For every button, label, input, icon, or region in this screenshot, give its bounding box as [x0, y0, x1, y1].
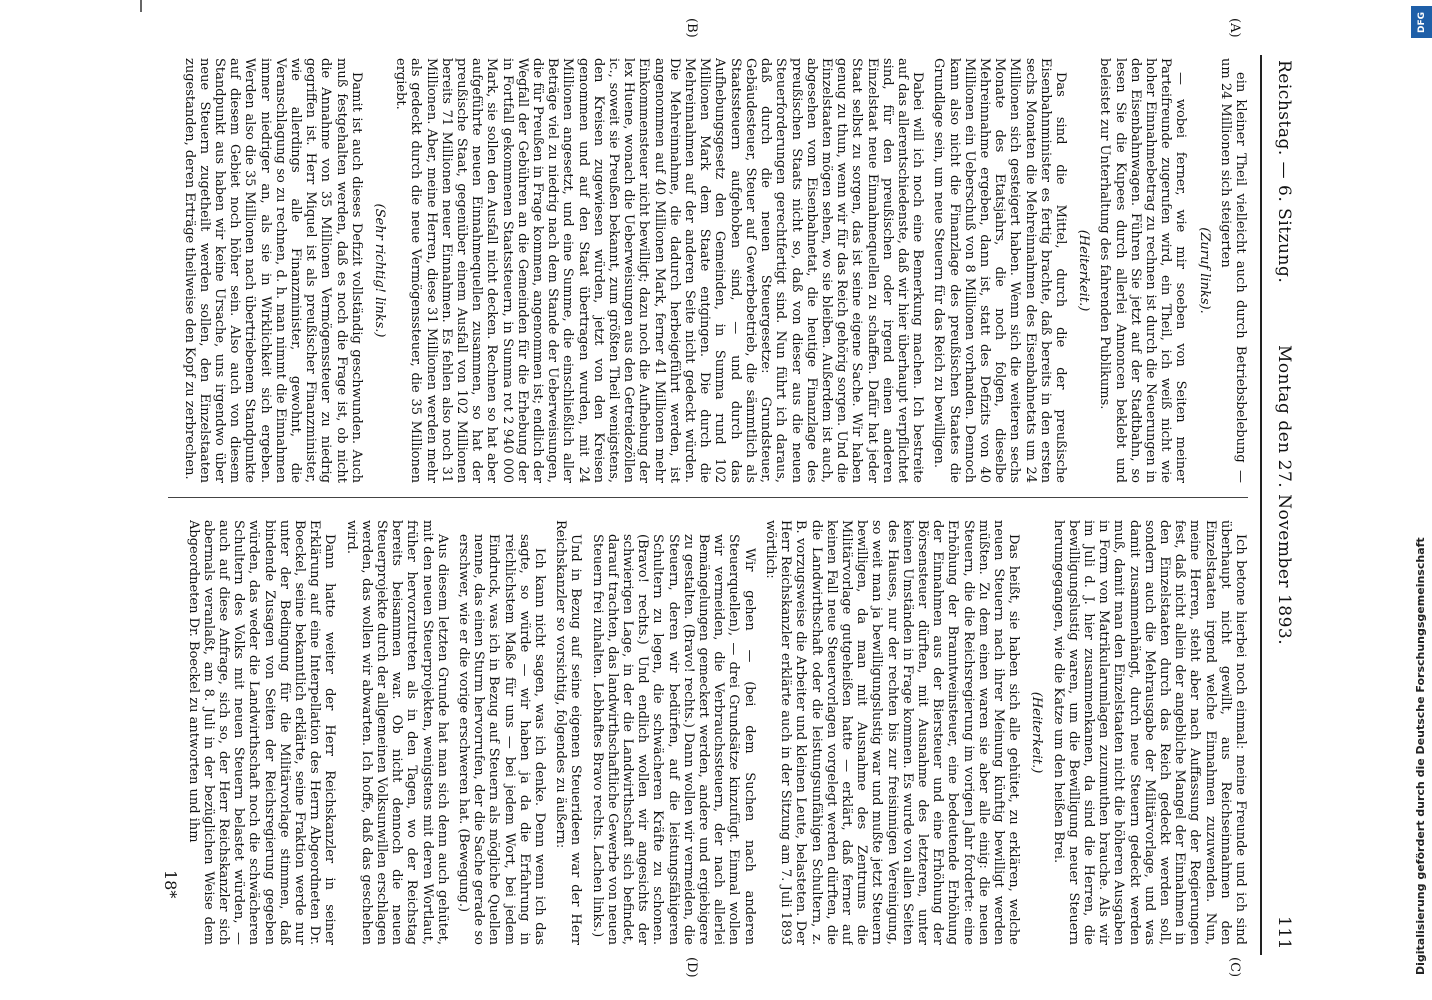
quotation: Wir gehen — (bei dem Suchen nach anderen Steuerquellen), — drei Grundsätze kinzufügt. Einmal wollen wir vermeiden, die Verbrauchssteuern, der nach allerlei Bemängelungen gemeckert werden, andere und ergiebigere zu gestalten. (Bravo! rechts.) Dann wollen wir vermeiden, die Steuern, deren wir bedürfen, auf die leistungsfähigeren Schultern zu legen, die schwächeren Kräfte zu schonen. (Bravo! rechts.) Und endlich wollen wir angesichts der schwierigen Lage, in der die Landwirthschaft sich befindet, darauf trachten, das landwirthschaftliche Gewerbe von neuen Steuern frei zuhalten. Lebhaftes Bravo rechts. Lachen links.) [589, 534, 757, 945]
paragraph: Das heißt, sie haben sich alle gehütet, zu erklären, welche neuen Steuern nach ihrer Meinung künftig bewilligt werden müßten. Zu dem einen waren sie aber alle einig: die neuen Steuern, die die Reichsregierung im vorigen Jahr forderte: eine Erhöhung der Branntweinsteuer, eine bedeutende Erhöhung der Einnahmen aus der Biersteuer und eine Erhöhung der Börsensteuer dürften, mit Ausnahme des letzteren, unter keinen Umständen in Frage kommen. Es wurde von allen Seiten des Hauses, nur der rechten bis zur freisinnigen Vereinigung, so weit man ja bewilligungslustig war und mußte jetzt Steuern bewilligen, da man mit Ausnahme des Zentrums die Militärvorlage gutgeheißen hatte — erklärt, daß ferner auf keinen Fall neue Steuervorlagen vorgelegt werden dürften, die die Landwirthschaft oder die leistungsunfähigen Schultern, z. B. vorzugsweise die Arbeiter und kleinen Leute, belasteten. Der Herr Reichskanzler erklärte auch in der Sitzung am 7. Juli 1893 wörtlich: [762, 520, 1022, 945]
margin-mark-c: (C) [1227, 957, 1242, 978]
paragraph: Dabei will ich noch eine Bemerkung machen. Ich bestreite auf das allerentschiedenste, daß wir hier überhaupt verpflichtet sind, für den preußischen oder irgend einen anderen Einzelstaat neue Einnahmequellen zu schaffen. Dafür hat jeder Staat selbst zu sorgen, das ist seine eigene Sache. Wir haben genug zu thun, wenn wir für das Reich gehörig sorgen. Und die Einzelstaaten mögen sehen, wo sie bleiben. Außerdem ist auch, abgesehen vom Eisenbahnetat, die heutige Finanzlage des preußischen Staats nicht so, daß von dieser aus die neuen Steuerforderungen gerechtfertigt sind. Nun führt ich daraus, daß durch die neuen Steuergesetze: Grundsteuer, Gebäudesteuer, Steuer auf Gewerbebetrieb, die sämmtlich als Staatssteuern aufgehoben sind, — und durch das Aufhebungsgesetz den Gemeinden, in Summa rund 102 Millionen Mark dem Staate entgingen. Die durch die Mehreinnahmen auf der anderen Seite nicht gedeckt würden. Die Mehreinnahme, die dadurch herbeigeführt werden, ist angenommen auf 40 Millionen Mark, ferner 41 Millionen mehr Einkommensteuer nicht bewilligt; dazu noch die Aufhebung der lex Huene, wonach die Ueberweisungen aus den Getreidezöllen ic., soweit sie Preußen bekannt, zum größten Theil wenigstens, den Kreisen zugewiesen würden, jetzt von den Kreisen genommen und auf den Staat übertragen wurden, mit 24 Millionen angesetzt, und eine Summe, die einschließlich aller Beträge viel zu niedrig nach dem Stande der Ueberweisungen, die für Preußen in Frage kommen, angenommen ist; endlich der Wegfall der Gebühren an die Gemeinden für die Erhebung der in Fortfall gekommenen Staatssteuern, in Summa rot 2 940 000 Mark, sie sollen den Ausfall nicht decken. Rechnen so hat aber aufgeführte neuen Einnahmequellen zusammen, so hat der preußische Staat, gegenüber einem Ausfall von 102 Millionen bereits 71 Millionen neuer Einnahmen. Es fehlen also noch 31 Millionen. Aber, meine Herren, diese 31 Millionen werden mehr als gedeckt durch die neue Vermögenssteuer, die 35 Millionen ergiebt. [393, 58, 926, 483]
digitization-credit [1412, 15, 1432, 975]
margin-mark-a: (A) [1227, 18, 1242, 38]
interjection: (Zuruf links). [1196, 227, 1212, 314]
page-number: 111 [1274, 916, 1294, 950]
signature-mark: 18* [161, 870, 180, 899]
column-divider [168, 497, 1248, 498]
paragraph: ein kleiner Theil vielleicht auch durch Betriebsbelebung — um 24 Millionen sich steigerten [1217, 58, 1248, 483]
running-header-left: Reichstag. — 6. Sitzung. [1274, 60, 1294, 284]
interjection: (Heiterkeit.) [1076, 229, 1092, 312]
interjection: (Heiterkeit.) [1029, 691, 1045, 774]
paragraph: — wobei ferner, wie mir soeben von Seiten meiner Parteifreunde zugerufen wird, ein Theil, ich weiß nicht wie hoher Einnahmebetrag zu rechnen ist durch die Neuerungen in den Eisenbahnwagen. Führen Sie jetzt auf der Stadtbahn, so lesen Sie die Kupees durch allerlei Annoncen beklebt und beleistet zur Unterhaltung des fahrenden Publikums. [1097, 58, 1189, 483]
margin-mark-d: (D) [684, 957, 699, 978]
left-column [163, 58, 1248, 483]
running-header-date: Montag den 27. November 1893. [1274, 345, 1294, 646]
header-rule [1260, 55, 1262, 955]
paragraph: Und in Bezug auf seine eigenen Steuerideen war der Herr Reichskanzler so vorsichtig, folgendes zu äußern: [553, 520, 584, 945]
credit-text: Digitalisierung gefördert durch die Deutsche Forschungsgemeinschaft [1414, 537, 1427, 975]
paragraph: Dann hatte weiter der Herr Reichskanzler in seiner Erklärung auf eine Interpellation des Herrn Abgeordneten Dr. Boeckel, seine bekanntlich erklärte, seine Fraktion werde nur unter der Bedingung für die Militärvorlage stimmen, daß bindende Zusagen von Seiten der Reichsregierung gegeben würden, das weder die Landwirthschaft noch die schwächeren Schultern des Volks mit neuen Steuern belastet würden, — auch auf diese Anfrage, sich so, der Herr Reichskanzler sich abermals veranlaßt, am 8. Juli in der bezüglichen Weise dem Abgeordneten Dr. Boeckel zu antworten und ihm [185, 520, 338, 945]
right-column [163, 520, 1248, 945]
margin-mark-b: (B) [684, 18, 699, 38]
quotation: Ich kann nicht sagen, was ich denke. Denn wenn ich das sagte, so würde — wir haben ja da die Erfahrung in reichlichstem Maße für uns — bei jedem Wort, bei jedem Eindruck, was ich in Bezug auf Steuern als mögliche Quellen nenne, das einen Sturm hervorrufen, der die Sache gerade so erschwer, wie er die vorige erschweren hat. (Bewegung.) [456, 534, 548, 945]
dfg-logo: DFG [1411, 6, 1432, 38]
paragraph: Das sind die Mittel, durch die der preußische Eisenbahnminister es fertig brachte, daß bereits in den ersten sechs Monaten die Mehreinnahmen des Eisenbahnetats um 24 Millionen sich gesteigert haben. Wenn sich die weiteren sechs Monate des Etatsjahrs, die noch folgen, dieselbe Mehreinnahme ergeben, dann ist, statt des Defizits von 40 Millionen ein Ueberschuß von 8 Millionen vorhanden. Dennoch kann also nicht die Finanzlage des preußischen Staates die Grundlage sein, um neue Steuern für das Reich zu bewilligen. [931, 58, 1068, 483]
paragraph: Aus diesem letzten Grunde hat man sich denn auch gehütet, mit den neuen Steuerprojekten, wenigstens mit deren Wortlaut, früher hervorzutreten als in den Tagen, wo der Reichstag bereits beisammen war. Ob nicht dennoch die neuen Steuerprojekte durch der allgemeinen Volksunwillen erschlagen werden, das wollen wir abwarten. Ich hoffe, daß das geschehen wird. [343, 520, 450, 945]
interjection: (Sehr richtig! links.) [372, 203, 388, 338]
paragraph: Damit ist auch dieses Defizit vollständig geschwunden. Auch muß festgehalten werden, daß es noch die Frage ist, ob nicht die Annahme von 35 Millionen Vermögenssteuer zu niedrig gegriffen ist. Herr Miquel ist als preußischer Finanzminister, wie allerdings alle Finanzminister, gewohnt, die Veranschlagung so zu rechnen, d. h. man nimmt die Einnahmen immer niedriger an, als sie in Wirklichkeit sich ergeben. Werden also die 35 Millionen nach übertriebenem Standpunkte auf diesem Gebiet noch höher sein. Also auch von diesem Standpunkt aus haben wir keine Ursache, uns irgendwo über neue Steuern zugetheilt werden sollen, den Einzelstaaten zugestanden, deren Erträge theilweise den Kopf zu zerbrechen. [181, 58, 364, 483]
paragraph: Ich betone hierbei noch einmal: meine Freunde und ich sind überhaupt nicht gewillt, aus Reichseinnahmen den Einzelstaaten irgend welche Einnahmen zuzuwenden. Nun, meine Herren, steht aber nach Auffassung der Regierungen fest, daß nicht allein der angebliche Mangel der Einnahmen in den Einzelstaaten durch das Reich gedeckt werden soll, sondern auch die Mehrausgabe der Militärvorlage, und was damit zusammenhängt, durch neue Steuern gedeckt werden muß, damit man den Einzelstaaten nicht die höheren Ausgaben in Form von Matrikularumlagen zuzumuthen brauche. Als wir im Juli d. J. hier zusammenkamen, da sind die Herren, die bewilligungslustig waren, um die Bewilligung neuer Steuern herumgegangen, wie die Katze um den heißen Brei. [1050, 520, 1248, 945]
